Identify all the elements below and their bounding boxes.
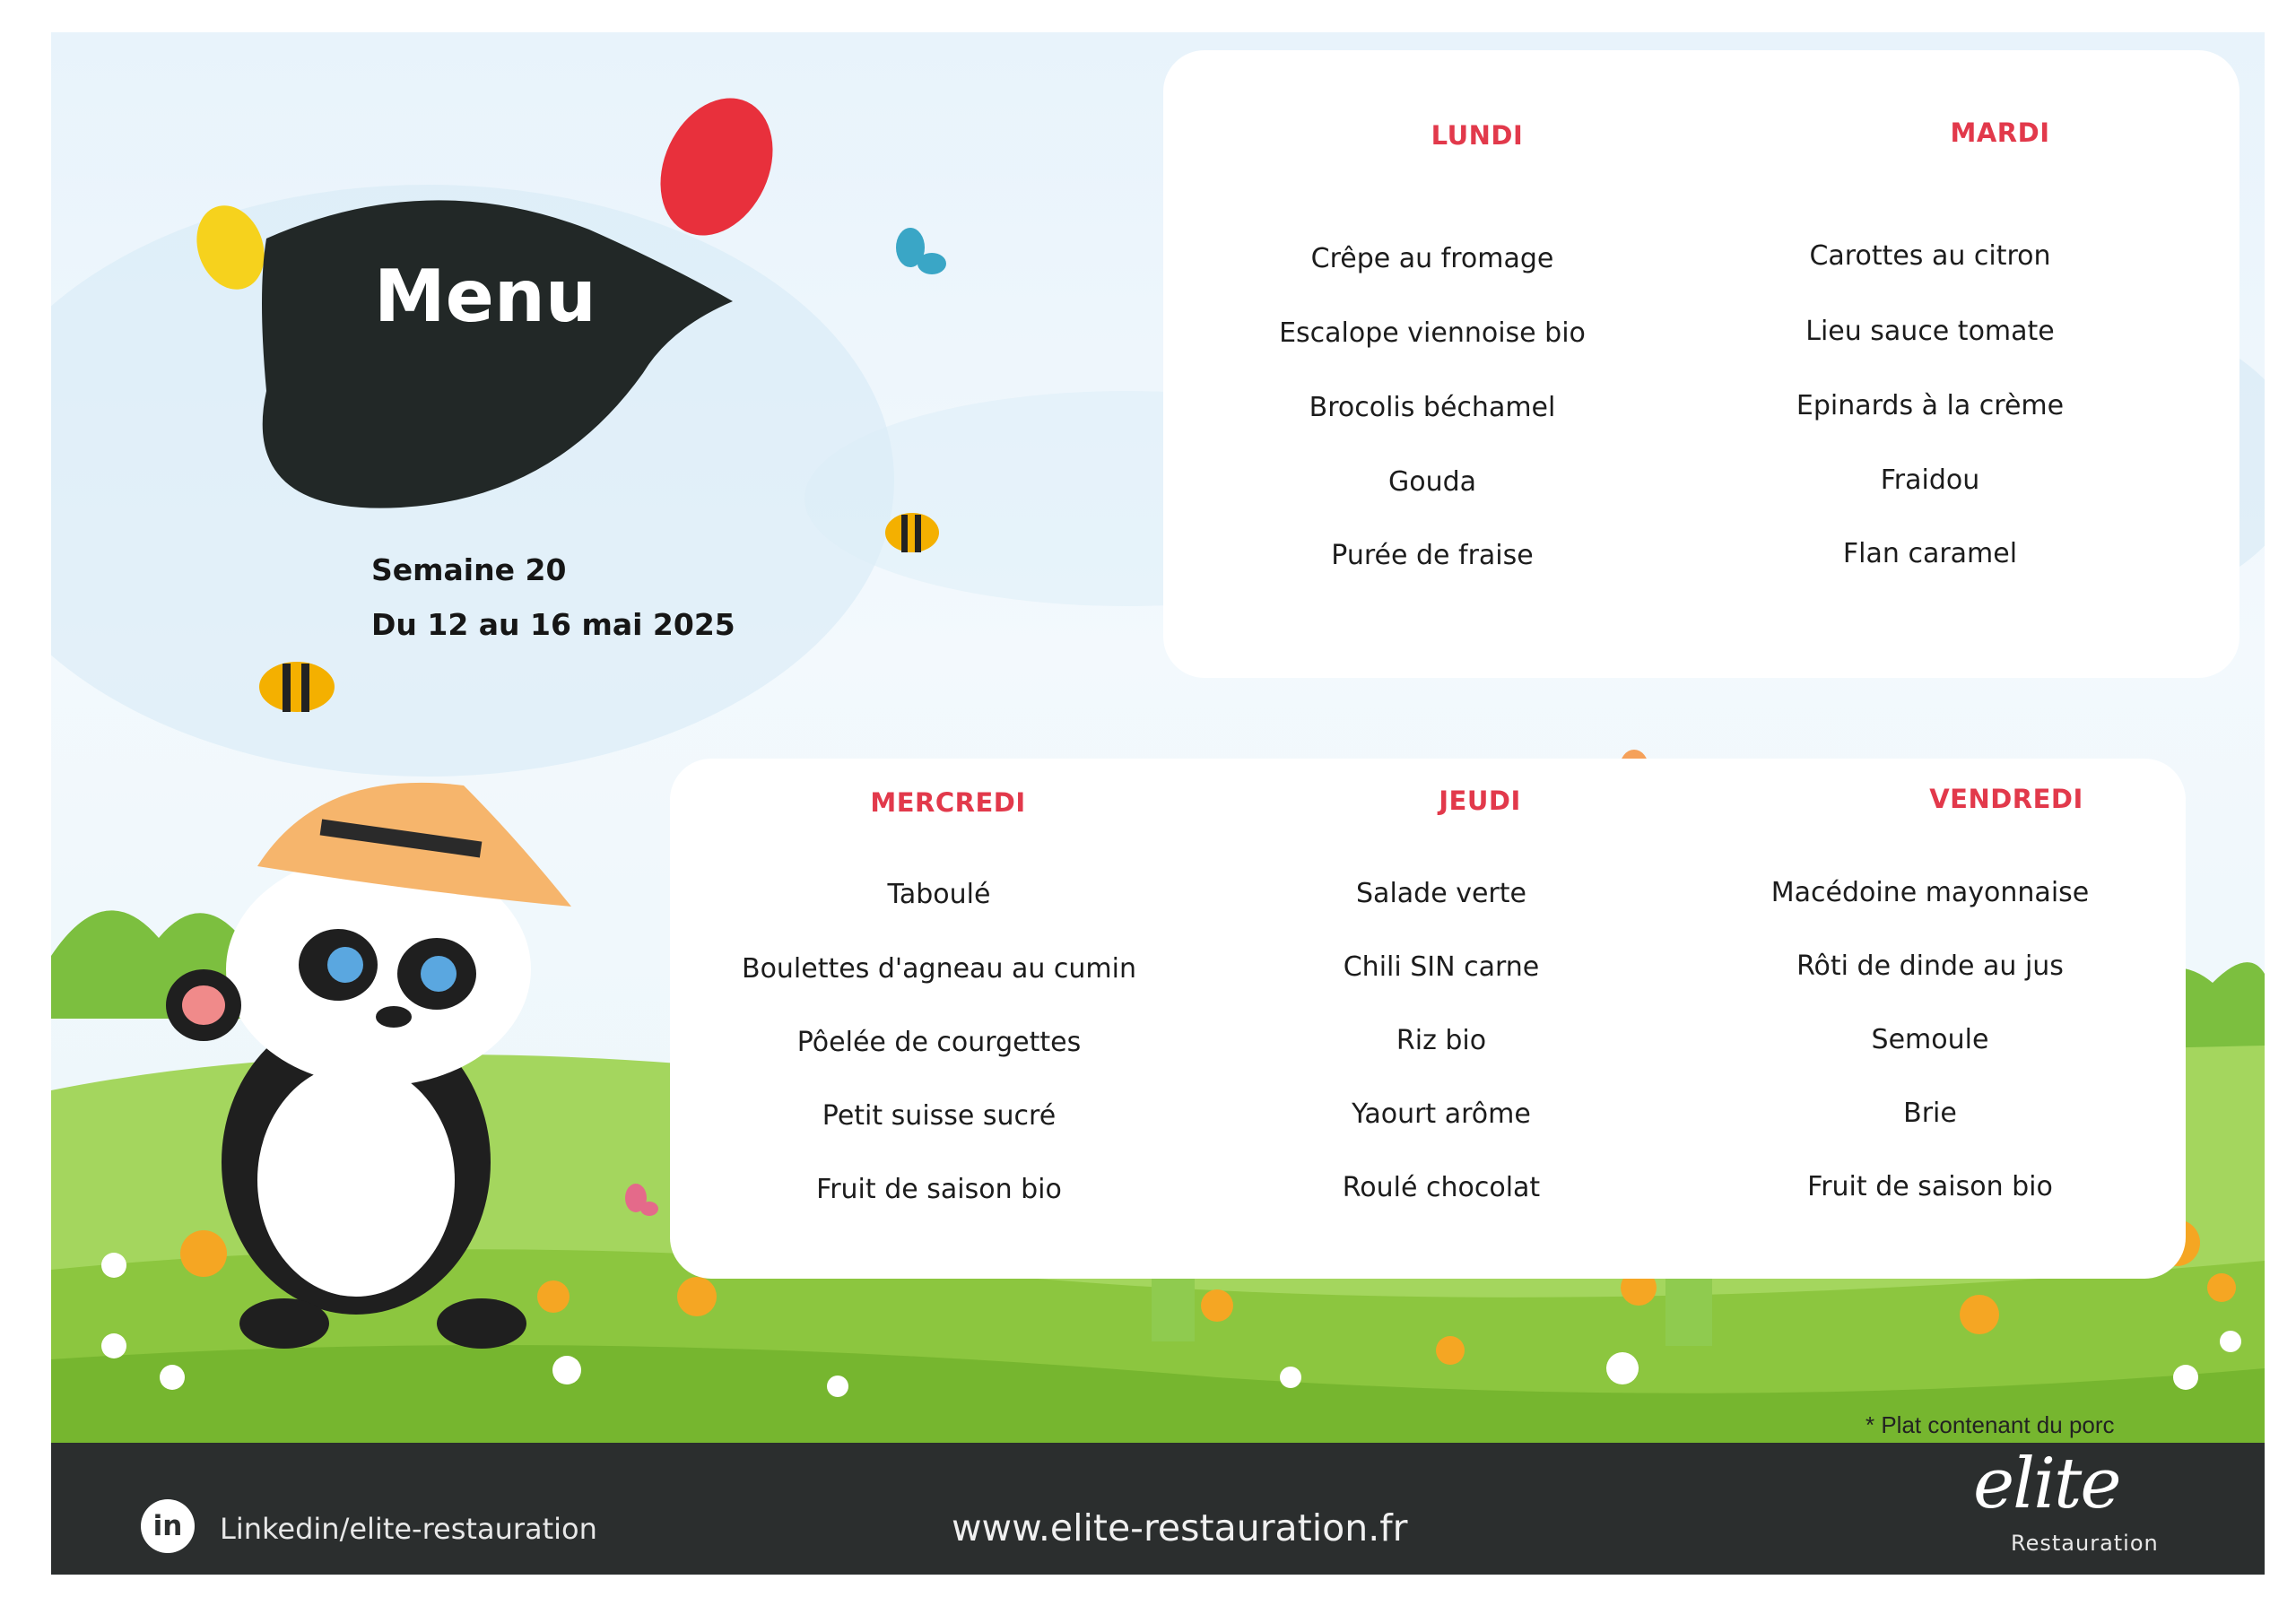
dish-jeudi-2: Chili SIN carne <box>1343 951 1540 983</box>
menu-title: Menu <box>374 255 596 338</box>
dish-vendredi-2: Rôti de dinde au jus <box>1796 950 2064 982</box>
week-label: Semaine 20 <box>371 552 567 587</box>
dish-vendredi-3: Semoule <box>1871 1024 1989 1055</box>
linkedin-icon[interactable]: in <box>141 1499 195 1553</box>
dish-jeudi-5: Roulé chocolat <box>1342 1172 1541 1203</box>
dish-lundi-5: Purée de fraise <box>1331 540 1534 571</box>
day-jeudi: JEUDI <box>1439 785 1521 816</box>
dish-lundi-2: Escalope viennoise bio <box>1279 317 1586 349</box>
day-lundi: LUNDI <box>1431 120 1524 151</box>
dish-mardi-3: Epinards à la crème <box>1796 390 2065 421</box>
elite-logo-subtitle: Restauration <box>2011 1531 2159 1556</box>
dish-mercredi-2: Boulettes d'agneau au cumin <box>741 953 1137 985</box>
dish-jeudi-1: Salade verte <box>1356 878 1526 909</box>
dish-mardi-2: Lieu sauce tomate <box>1805 316 2055 347</box>
dish-mardi-5: Flan caramel <box>1842 538 2018 569</box>
dish-jeudi-3: Riz bio <box>1396 1025 1487 1056</box>
dish-mercredi-4: Petit suisse sucré <box>822 1100 1057 1132</box>
dish-mardi-1: Carottes au citron <box>1809 240 2051 272</box>
pork-note: * Plat contenant du porc <box>1866 1411 2115 1438</box>
dish-lundi-3: Brocolis béchamel <box>1309 392 1556 423</box>
dish-mercredi-5: Fruit de saison bio <box>816 1174 1062 1205</box>
dish-jeudi-4: Yaourt arôme <box>1352 1098 1531 1130</box>
day-vendredi: VENDREDI <box>1929 784 2083 814</box>
dish-mercredi-3: Pôelée de courgettes <box>796 1027 1082 1058</box>
day-mercredi: MERCREDI <box>870 787 1026 818</box>
linkedin-link[interactable]: Linkedin/elite-restauration <box>220 1512 597 1546</box>
dish-vendredi-4: Brie <box>1903 1098 1957 1129</box>
butterfly-blue <box>896 228 946 274</box>
dish-vendredi-5: Fruit de saison bio <box>1807 1171 2053 1202</box>
dish-lundi-4: Gouda <box>1387 466 1477 498</box>
day-mardi: MARDI <box>1950 117 2050 148</box>
dish-vendredi-1: Macédoine mayonnaise <box>1770 877 2090 908</box>
website-link[interactable]: www.elite-restauration.fr <box>952 1506 1408 1549</box>
menu-sheet <box>51 32 2265 1575</box>
dish-lundi-1: Crêpe au fromage <box>1310 243 1554 274</box>
dish-mercredi-1: Taboulé <box>887 879 991 910</box>
elite-logo: elite <box>1973 1444 2120 1524</box>
date-range: Du 12 au 16 mai 2025 <box>371 607 735 642</box>
dish-mardi-4: Fraidou <box>1880 464 1980 496</box>
